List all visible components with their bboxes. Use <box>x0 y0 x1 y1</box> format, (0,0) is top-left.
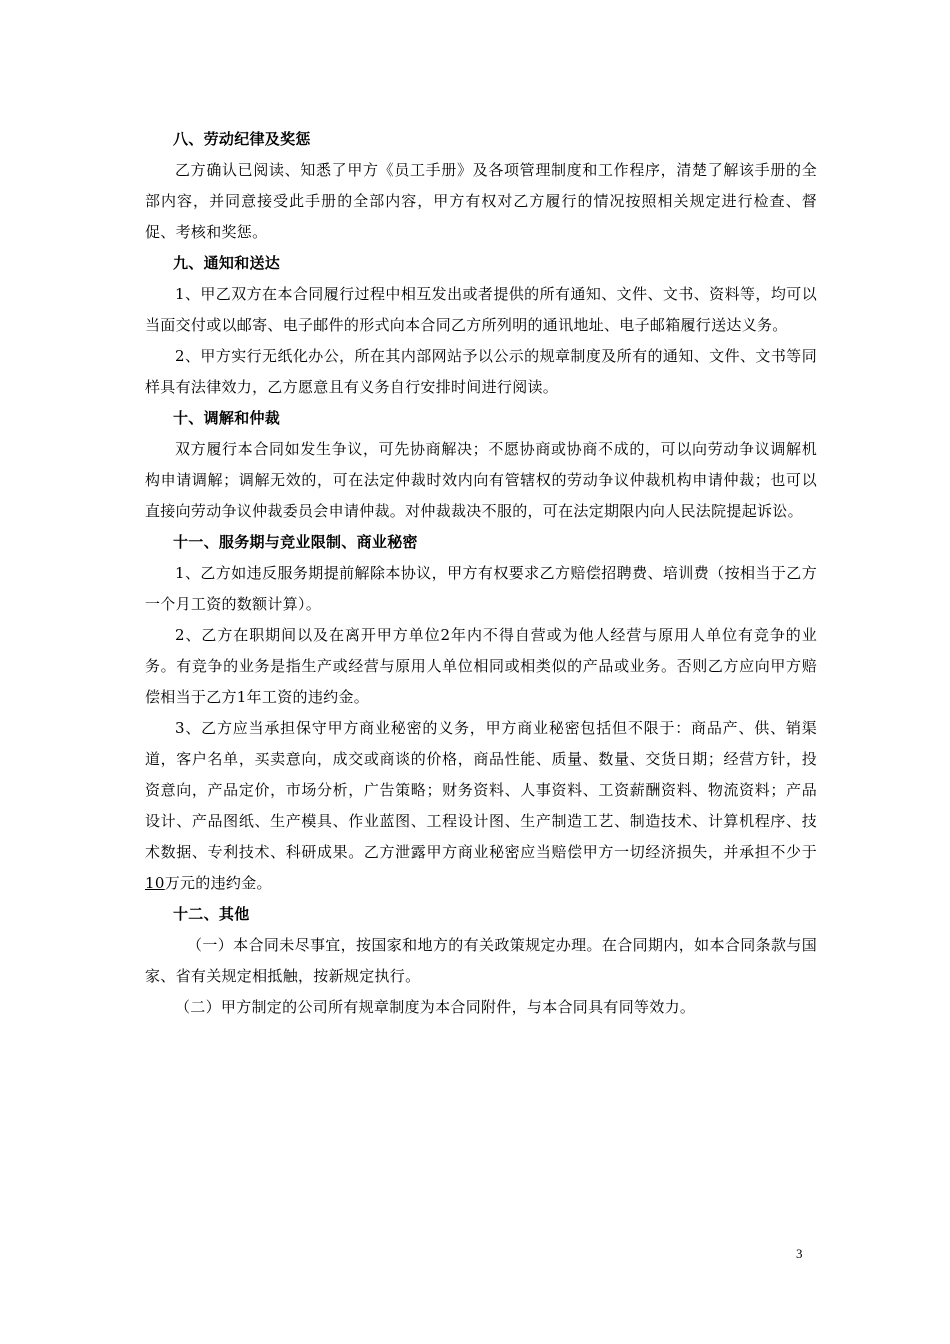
section-heading-arbitration: 十、调解和仲裁 <box>173 409 281 427</box>
paragraph: （二）甲方制定的公司所有规章制度为本合同附件，与本合同具有同等效力。 <box>175 998 696 1016</box>
document-body <box>145 124 817 1023</box>
penalty-amount: 10 <box>145 874 165 892</box>
section-heading-other: 十二、其他 <box>173 905 250 923</box>
paragraph: （一）本合同未尽事宜，按国家和地方的有关政策规定办理。在合同期内，如本合同条款与国家、省有关规定相抵触，按新规定执行。 <box>145 936 817 985</box>
paragraph: 2、甲方实行无纸化办公，所在其内部网站予以公示的规章制度及所有的通知、文件、文书等同样具有法律效力，乙方愿意且有义务自行安排时间进行阅读。 <box>145 347 817 396</box>
section-heading-service-period: 十一、服务期与竞业限制、商业秘密 <box>173 533 418 551</box>
section-heading-labor-discipline: 八、劳动纪律及奖惩 <box>173 130 311 148</box>
paragraph-trade-secrets <box>145 713 817 899</box>
paragraph: 双方履行本合同如发生争议，可先协商解决；不愿协商或协商不成的，可以向劳动争议调解机构申请调解；调解无效的，可在法定仲裁时效内向有管辖权的劳动争议仲裁机构申请仲裁；也可以直接向劳动争议仲裁委员会申请仲裁。对仲裁裁决不服的，可在法定期限内向人民法院提起诉讼。 <box>145 440 817 520</box>
paragraph: 2、乙方在职期间以及在离开甲方单位2年内不得自营或为他人经营与原用人单位有竞争的业务。有竞争的业务是指生产或经营与原用人单位相同或相类似的产品或业务。否则乙方应向甲方赔偿相当于乙方1年工资的违约金。 <box>145 626 817 706</box>
penalty-suffix: 万元的违约金。 <box>164 874 272 892</box>
section-heading-notice: 九、通知和送达 <box>173 254 281 272</box>
paragraph: 1、甲乙双方在本合同履行过程中相互发出或者提供的所有通知、文件、文书、资料等，均可以当面交付或以邮寄、电子邮件的形式向本合同乙方所列明的通讯地址、电子邮箱履行送达义务。 <box>145 285 817 334</box>
paragraph: 1、乙方如违反服务期提前解除本协议，甲方有权要求乙方赔偿招聘费、培训费（按相当于乙方一个月工资的数额计算）。 <box>145 564 817 613</box>
paragraph-text: 3、乙方应当承担保守甲方商业秘密的义务，甲方商业秘密包括但不限于：商品产、供、销渠道，客户名单，买卖意向，成交或商谈的价格，商品性能、质量、数量、交货日期；经营方针，投资意向，产品定价，市场分析，广告策略；财务资料、人事资料、工资薪酬资料、物流资料；产品设计、产品图纸、生产模具、作业蓝图、工程设计图、生产制造工艺、制造技术、计算机程序、技术数据、专利技术、科研成果。乙方泄露甲方商业秘密应当赔偿甲方一切经济损失，并承担不少于 <box>145 719 817 861</box>
page-number: 3 <box>796 1246 803 1261</box>
paragraph: 乙方确认已阅读、知悉了甲方《员工手册》及各项管理制度和工作程序，清楚了解该手册的全部内容，并同意接受此手册的全部内容，甲方有权对乙方履行的情况按照相关规定进行检查、督促、考核和奖惩。 <box>145 161 817 241</box>
